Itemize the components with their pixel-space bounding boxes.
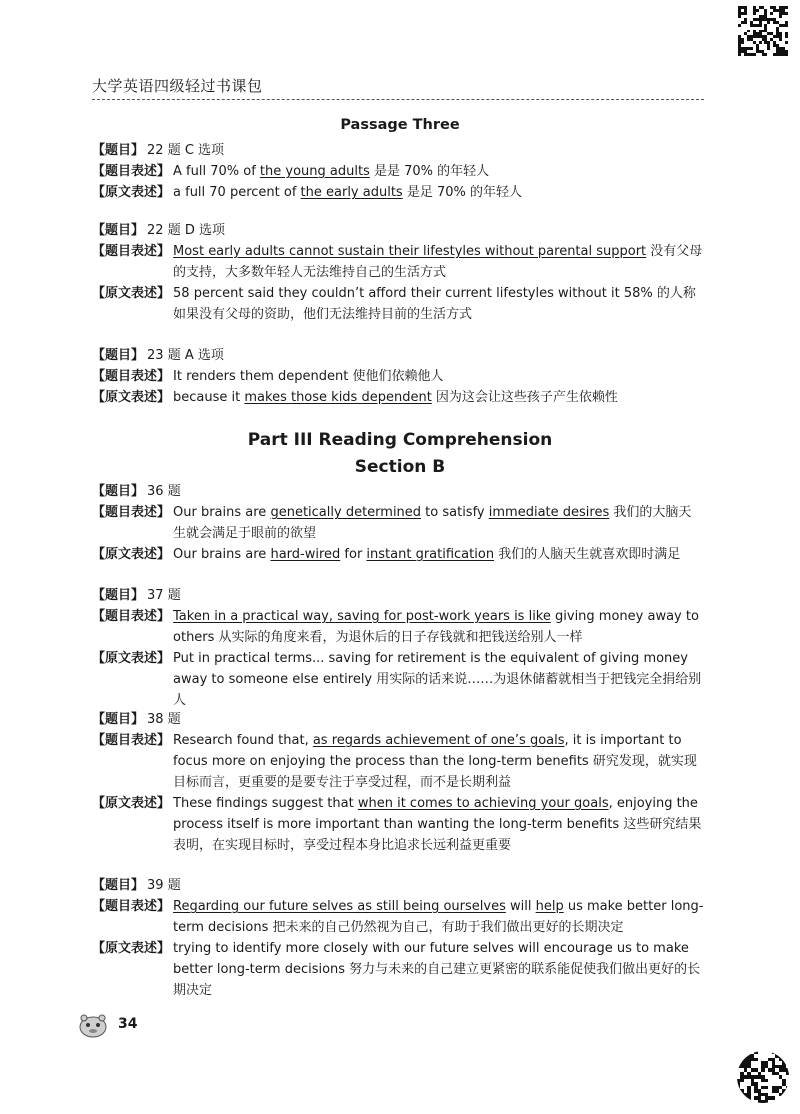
text-segment: us make better long-term decisions 把未来的自己仍然视为自己，有助于我们做出更好的长期决定 [173, 899, 704, 935]
underlined-phrase: Taken in a practical way, saving for post-work years is like [173, 609, 551, 624]
text-segment: 36 题 [147, 484, 181, 499]
text-segment: These findings suggest that [173, 796, 358, 811]
text-segment: It renders them dependent 使他们依赖他人 [173, 369, 444, 384]
underlined-phrase: genetically determined [270, 505, 422, 520]
question-number-row-text [147, 481, 704, 502]
underlined-phrase: help [535, 899, 564, 914]
question-statement-row-label: 【题目表述】 [92, 244, 171, 259]
text-segment: 22 题 C 选项 [147, 143, 225, 158]
page-number: 34 [118, 1016, 138, 1032]
original-text-row [92, 544, 704, 565]
underlined-phrase: as regards achievement of one’s goals [312, 733, 565, 748]
question-statement-row-text [173, 241, 704, 283]
question-number-row-label: 【题目】 [92, 348, 145, 363]
question-statement-row-text [173, 502, 704, 544]
original-text-row-label: 【原文表述】 [92, 185, 171, 200]
underlined-phrase: immediate desires [488, 505, 610, 520]
passage-item [92, 345, 704, 408]
underlined-phrase: hard-wired [270, 547, 341, 562]
text-segment: a full 70 percent of [173, 185, 301, 200]
text-segment: 没有父母的支持，大多数年轻人无法维持自己的生活方式 [173, 244, 703, 280]
qr-code-top [738, 6, 788, 56]
question-statement-row-text [173, 161, 704, 182]
original-text-row-text [173, 182, 704, 203]
question-number-row [92, 481, 704, 502]
question-number-row-text [147, 140, 704, 161]
qr-code-bottom [737, 1051, 789, 1103]
question-number-row-label: 【题目】 [92, 143, 145, 158]
text-segment: Put in practical terms... saving for retirement is the equivalent of giving money away to someone else entirely 用实际的话来说……为退休储蓄就相当于把钱完全捐给别人 [173, 651, 702, 708]
text-segment: 因为这会让这些孩子产生依赖性 [431, 390, 618, 405]
question-item [92, 481, 704, 565]
question-number-row [92, 345, 704, 366]
text-segment: Our brains are [173, 505, 271, 520]
question-number-row-text [147, 875, 704, 896]
original-text-row [92, 182, 704, 203]
header-divider [92, 99, 704, 100]
question-statement-row [92, 606, 704, 648]
original-text-row-label: 【原文表述】 [92, 651, 171, 666]
question-statement-row-label: 【题目表述】 [92, 505, 171, 520]
question-statement-row-label: 【题目表述】 [92, 369, 171, 384]
question-number-row-label: 【题目】 [92, 588, 145, 603]
question-statement-row [92, 896, 704, 938]
passage-item [92, 140, 704, 203]
original-text-row [92, 283, 704, 325]
original-text-row-label: 【原文表述】 [92, 547, 171, 562]
original-text-row-label: 【原文表述】 [92, 390, 171, 405]
question-number-row-text [147, 220, 704, 241]
question-number-row [92, 140, 704, 161]
text-segment: giving money away to others 从实际的角度来看，为退休后的日子存钱就和把钱送给别人一样 [173, 609, 699, 645]
original-text-row [92, 387, 704, 408]
original-text-row-text [173, 648, 704, 711]
passage-title: Passage Three [340, 117, 460, 133]
text-segment: 是足 70% 的年轻人 [402, 185, 522, 200]
original-text-row-label: 【原文表述】 [92, 941, 171, 956]
original-text-row-text [173, 544, 704, 565]
original-text-row-text [173, 387, 704, 408]
question-statement-row [92, 241, 704, 283]
text-segment: 58 percent said they couldn’t afford their current lifestyles without it 58% 的人称如果没有父母的资助，他们无法维持目前的生活方式 [173, 286, 696, 322]
question-statement-row [92, 366, 704, 387]
passage-item [92, 220, 704, 325]
text-segment: will [505, 899, 536, 914]
original-text-row [92, 793, 704, 856]
underlined-phrase: when it comes to achieving your goals [357, 796, 609, 811]
question-statement-row [92, 502, 704, 544]
question-statement-row-text [173, 366, 704, 387]
text-segment: 22 题 D 选项 [147, 223, 225, 238]
underlined-phrase: the young adults [259, 164, 370, 179]
original-text-row-text [173, 793, 704, 856]
question-statement-row-label: 【题目表述】 [92, 609, 171, 624]
text-segment: for [340, 547, 367, 562]
mascot-icon [78, 1012, 108, 1038]
text-segment: 38 题 [147, 712, 181, 727]
original-text-row-text [173, 938, 704, 1001]
question-number-row-label: 【题目】 [92, 878, 145, 893]
text-segment: Our brains are [173, 547, 271, 562]
original-text-row [92, 938, 704, 1001]
question-statement-row-label: 【题目表述】 [92, 164, 171, 179]
question-statement-row-text [173, 606, 704, 648]
text-segment: 是是 70% 的年轻人 [369, 164, 490, 179]
original-text-row-text [173, 283, 704, 325]
text-segment: 37 题 [147, 588, 181, 603]
text-segment: , enjoying the process itself is more important than wanting the long-term benefits 这些研究结果表明，在实现目标时，享受过程本身比追求长远利益更重要 [173, 796, 702, 853]
text-segment: 我们的人脑天生就喜欢即时满足 [494, 547, 681, 562]
question-statement-row [92, 730, 704, 793]
text-segment: Research found that, [173, 733, 313, 748]
question-number-row-text [147, 345, 704, 366]
underlined-phrase: Most early adults cannot sustain their lifestyles without parental support [173, 244, 647, 259]
question-number-row-label: 【题目】 [92, 223, 145, 238]
question-number-row [92, 585, 704, 606]
question-statement-row-text [173, 896, 704, 938]
text-segment: 39 题 [147, 878, 181, 893]
underlined-phrase: makes those kids dependent [244, 390, 432, 405]
question-item [92, 875, 704, 1001]
question-number-row-label: 【题目】 [92, 484, 145, 499]
question-number-row [92, 709, 704, 730]
original-text-row-label: 【原文表述】 [92, 286, 171, 301]
book-title: 大学英语四级轻过书课包 [92, 77, 263, 95]
question-number-row-label: 【题目】 [92, 712, 145, 727]
text-segment: A full 70% of [173, 164, 260, 179]
text-segment: to satisfy [421, 505, 489, 520]
question-number-row-text [147, 709, 704, 730]
question-number-row [92, 875, 704, 896]
text-segment: 我们的大脑天生就会满足于眼前的欲望 [173, 505, 692, 541]
part-title: Part III Reading Comprehension [247, 430, 553, 450]
underlined-phrase: Regarding our future selves as still being ourselves [173, 899, 506, 914]
question-statement-row-label: 【题目表述】 [92, 899, 171, 914]
question-statement-row [92, 161, 704, 182]
original-text-row-label: 【原文表述】 [92, 796, 171, 811]
question-item [92, 709, 704, 856]
text-segment: trying to identify more closely with our future selves will encourage us to make better long-term decisions 努力与未来的自己建立更紧密的联系能促使我们做出更好的长期决定 [173, 941, 701, 998]
question-number-row [92, 220, 704, 241]
text-segment: , it is important to focus more on enjoying the process than the long-term benefits 研究发现，就实现目标而言，更重要的是要专注于享受过程，而不是长期利益 [173, 733, 697, 790]
question-item [92, 585, 704, 711]
question-statement-row-text [173, 730, 704, 793]
question-number-row-text [147, 585, 704, 606]
section-title: Section B [354, 457, 446, 477]
original-text-row [92, 648, 704, 711]
question-statement-row-label: 【题目表述】 [92, 733, 171, 748]
text-segment: because it [173, 390, 245, 405]
underlined-phrase: instant gratification [366, 547, 495, 562]
text-segment: 23 题 A 选项 [147, 348, 224, 363]
underlined-phrase: the early adults [300, 185, 403, 200]
